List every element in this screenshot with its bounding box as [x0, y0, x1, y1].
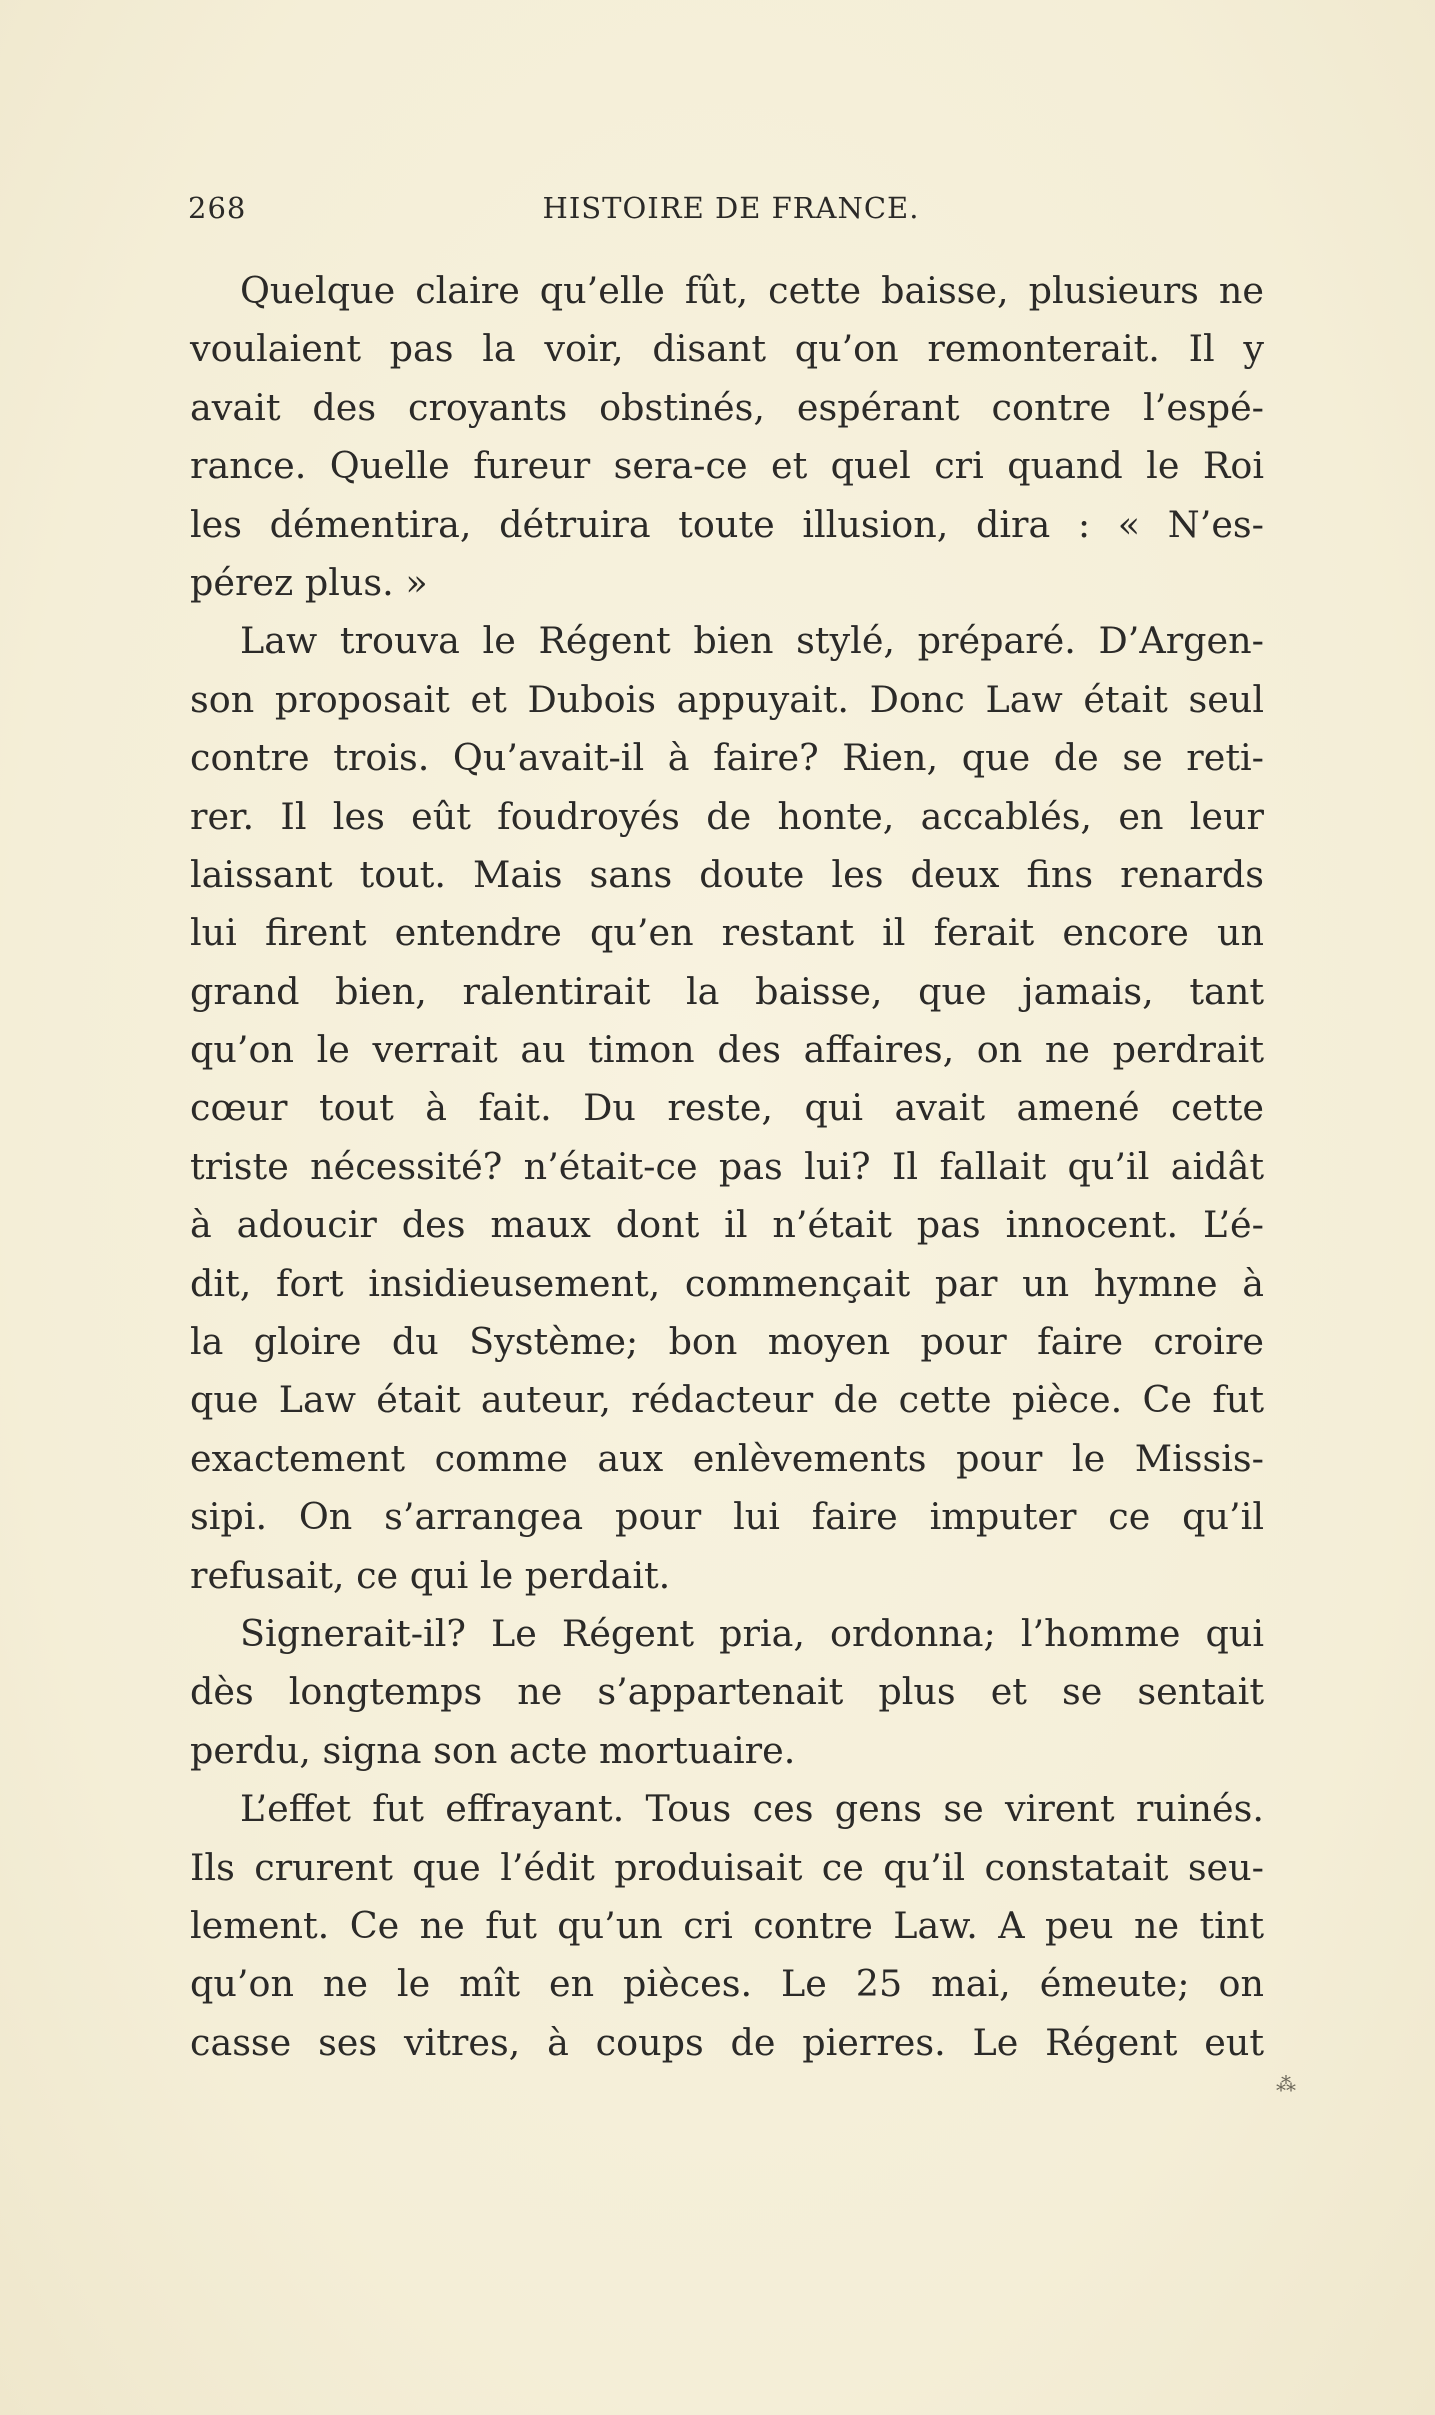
- text-line: à adoucir des maux dont il n’était pas innocent. L’é-: [190, 1203, 1264, 1247]
- text-line: cœur tout à fait. Du reste, qui avait amené cette: [190, 1086, 1264, 1130]
- text-line: perdu, signa son acte mortuaire.: [190, 1728, 796, 1772]
- text-line: dès longtemps ne s’appartenait plus et se sentait: [190, 1670, 1264, 1714]
- text-line: Signerait-il? Le Régent pria, ordonna; l’homme qui: [240, 1611, 1264, 1655]
- paragraph-1: [190, 262, 1264, 612]
- text-line: rance. Quelle fureur sera-ce et quel cri quand le Roi: [190, 444, 1264, 488]
- text-line: avait des croyants obstinés, espérant contre l’espé-: [190, 385, 1264, 429]
- text-line: pérez plus. »: [190, 560, 428, 604]
- running-title: HISTOIRE DE FRANCE.: [542, 191, 920, 225]
- text-line: Ils crurent que l’édit produisait ce qu’il constatait seu-: [190, 1845, 1264, 1889]
- text-line: lement. Ce ne fut qu’un cri contre Law. A peu ne tint: [190, 1903, 1264, 1947]
- text-line: qu’on le verrait au timon des affaires, on ne perdrait: [190, 1028, 1264, 1072]
- text-line: qu’on ne le mît en pièces. Le 25 mai, émeute; on: [190, 1962, 1264, 2006]
- page-header: [188, 188, 1274, 228]
- text-line: grand bien, ralentirait la baisse, que jamais, tant: [190, 969, 1264, 1013]
- text-line: triste nécessité? n’était-ce pas lui? Il fallait qu’il aidât: [190, 1144, 1264, 1188]
- ink-speck-mark: ⁂: [1276, 2072, 1296, 2096]
- text-line: son proposait et Dubois appuyait. Donc Law était seul: [190, 677, 1264, 721]
- text-line: sipi. On s’arrangea pour lui faire imputer ce qu’il: [190, 1495, 1264, 1539]
- text-line: les démentira, détruira toute illusion, dira : « N’es-: [190, 502, 1264, 546]
- text-line: voulaient pas la voir, disant qu’on remonterait. Il y: [190, 327, 1264, 371]
- text-line: casse ses vitres, à coups de pierres. Le Régent eut: [190, 2020, 1264, 2064]
- text-line: contre trois. Qu’avait-il à faire? Rien, que de se reti-: [190, 736, 1264, 780]
- text-line: L’effet fut effrayant. Tous ces gens se virent ruinés.: [240, 1787, 1264, 1831]
- paragraph-4: [190, 1780, 1264, 2072]
- text-line: Quelque claire qu’elle fût, cette baisse, plusieurs ne: [240, 269, 1264, 312]
- text-line: Law trouva le Régent bien stylé, préparé. D’Argen-: [240, 619, 1264, 663]
- text-line: laissant tout. Mais sans doute les deux fins renards: [190, 852, 1264, 896]
- text-line: exactement comme aux enlèvements pour le Missis-: [190, 1436, 1264, 1480]
- text-line: que Law était auteur, rédacteur de cette pièce. Ce fut: [190, 1378, 1264, 1422]
- text-line: rer. Il les eût foudroyés de honte, accablés, en leur: [190, 794, 1264, 838]
- text-line: dit, fort insidieusement, commençait par un hymne à: [190, 1261, 1264, 1305]
- page-number: 268: [188, 191, 247, 225]
- text-line: lui firent entendre qu’en restant il ferait encore un: [190, 911, 1264, 955]
- paragraph-2: [190, 612, 1264, 1605]
- text-line: la gloire du Système; bon moyen pour faire croire: [190, 1320, 1264, 1364]
- text-line: refusait, ce qui le perdait.: [190, 1553, 671, 1597]
- body-text: [190, 262, 1264, 2072]
- paragraph-3: [190, 1605, 1264, 1780]
